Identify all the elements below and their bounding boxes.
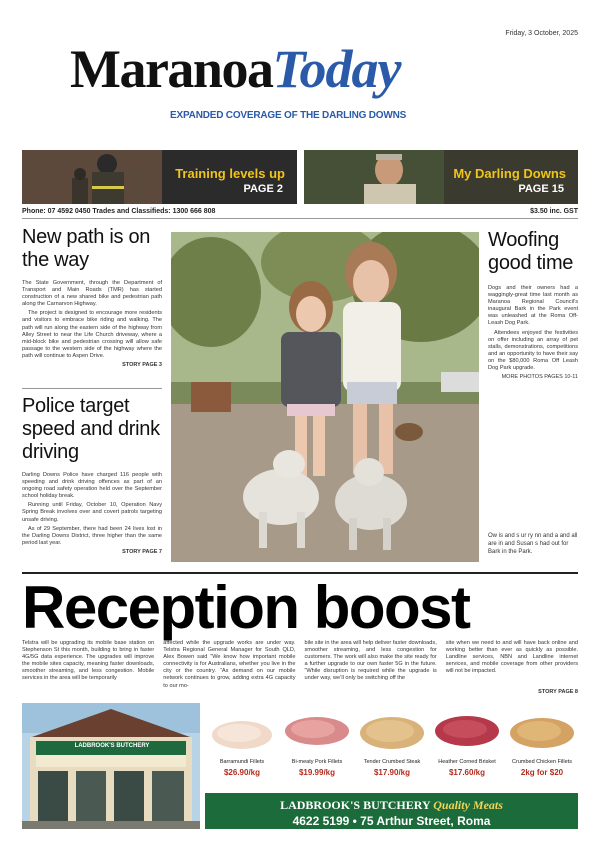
firefighter-photo [22,150,162,204]
masthead[interactable] [70,39,401,99]
product-name: Bi-meaty Pork Fillets [291,759,343,765]
shopfront-photo [22,703,200,829]
story-police[interactable] [22,395,162,555]
promo-darling-downs[interactable] [304,150,578,204]
banner-name: LADBROOK'S BUTCHERY [280,798,431,812]
story-ref[interactable]: STORY PAGE 8 [538,689,578,695]
column: Telstra will be upgrading its mobile base station on Stephenson St this month, building to bring in faster 4G/5G data experience. The upgrades will improve the mobile sites capacity, meaning faster downloads, smoother streaming, and less congestion. Mobile services in the area will be temporarily [22,640,155,682]
promo-title: My Darling Downs [453,166,566,181]
promo-training[interactable] [22,150,297,204]
more-photos-ref[interactable]: MORE PHOTOS PAGES 10-11 [501,374,578,381]
product-price: $26.90/kg [223,768,261,777]
promo-page: PAGE 2 [243,183,283,195]
lead-story-columns [22,640,578,690]
issue-date: Friday, 3 October, 2025 [505,30,578,37]
divider [22,218,578,219]
product-price: $19.99/kg [298,768,336,777]
headline: Woofing good time [488,229,574,274]
paragraph: Dogs and their owners had a waggingly-great time last month as Maranoa Regional Council’s inaugural Bark in the Park event was unleashed at the Roma Off-Leash Dog Park. [488,285,578,327]
paragraph: As of 29 September, there had been 24 lives lost in the Darling Downs District, three higher than the same period last year. [22,525,162,546]
story-ref[interactable]: STORY PAGE 7 [122,548,162,555]
story-new-path[interactable] [22,226,162,368]
paragraph: Running until Friday, October 10, Operation Navy Spring Break involves over and covert patrols targeting unsafe driving. [22,502,162,523]
product-name: Crumbed Chicken Fillets [512,759,572,765]
column: site when we need to and will have back online and working better than ever as quickly as possible. Landline services, NBN and Landline internet services, and mobile coverage from other providers will not be impacted. [445,640,578,675]
cover-price: $3.50 inc. GST [530,208,578,215]
product-name: Barramundi Fillets [219,759,265,765]
contact-line: Phone: 07 4592 0450 Trades and Classifieds: 1300 666 808 [22,208,216,215]
product-price: $17.60/kg [448,768,486,777]
product-name: Tender Crumbed Steak [363,759,421,765]
story-ref[interactable]: STORY PAGE 3 [122,362,162,369]
banner-tag: Quality Meats [433,798,503,812]
product-price: 2kg for $20 [520,768,564,777]
promo-page: PAGE 15 [518,183,564,195]
paragraph: The State Government, through the Department of Transport and Main Roads (TMR) has started construction of a new shared bike and pedestrian path along the Carnarvon Highway. [22,280,162,308]
headline: New path is on the way [22,226,151,271]
lead-headline: Reception boost [22,574,470,641]
shop-sign: LADBROOK'S BUTCHERY [74,743,150,749]
paragraph: Darling Downs Police have charged 116 people with speeding and drink driving offences as part of an ongoing road safety operation held over the September school holiday break. [22,472,162,500]
column: affected while the upgrade works are under way. Telstra Regional General Manager for South QLD, Alex Bowen said “We know how important mobile connectivity is for Australians, whether you live in the city or the country. “As demand on our mobile network continues to grow, adding extra 4G capacity to our mo- [163,640,296,689]
info-bar [22,208,578,215]
masthead-today: Today [272,39,401,99]
divider [22,388,162,389]
paragraph: The project is designed to encourage more residents and visitors to embrace bike riding and walking. The path will run along the eastern side of the highway from Alley Street to near the Life Church driveway, where a mid-block bike and pedestrian crossing will allow safe passage to the western side of the highway where the path will continue to Aspen Drive. [22,310,162,359]
story-woofing[interactable] [488,229,578,380]
ad-banner[interactable] [205,793,578,829]
dog-park-photo [171,232,479,562]
promo-title: Training levels up [175,166,285,181]
masthead-maranoa: Maranoa [70,39,273,99]
meat-products [205,709,578,755]
headline: Police target speed and drink driving [22,395,160,463]
masthead-tagline: EXPANDED COVERAGE OF THE DARLING DOWNS [170,110,407,121]
column: bile site in the area will help deliver faster downloads, smoother streaming, and less congestion for customers. The work will also make the site ready for a further upgrade to our own faster 5G in the future. “While disruption is required while the upgrade is under way, we’ll only be switching off the [304,640,437,682]
product-name: Heather Corned Brisket [438,759,496,765]
banner-contact: 4622 5199 • 75 Arthur Street, Roma [292,814,491,828]
photo-caption: Ow is and s ur ry nn and a and all are in and Susan s had out for Bark in the Park. [488,533,578,555]
butchery-advertisement[interactable] [22,703,578,829]
paragraph: Attendees enjoyed the festivities on offer including an array of pet stalls, demonstrations, competitions and an opportunity to have their say on the $80,000 Roma Off Leash Dog Park upgrade. [488,329,578,372]
product-price: $17.90/kg [373,768,411,777]
